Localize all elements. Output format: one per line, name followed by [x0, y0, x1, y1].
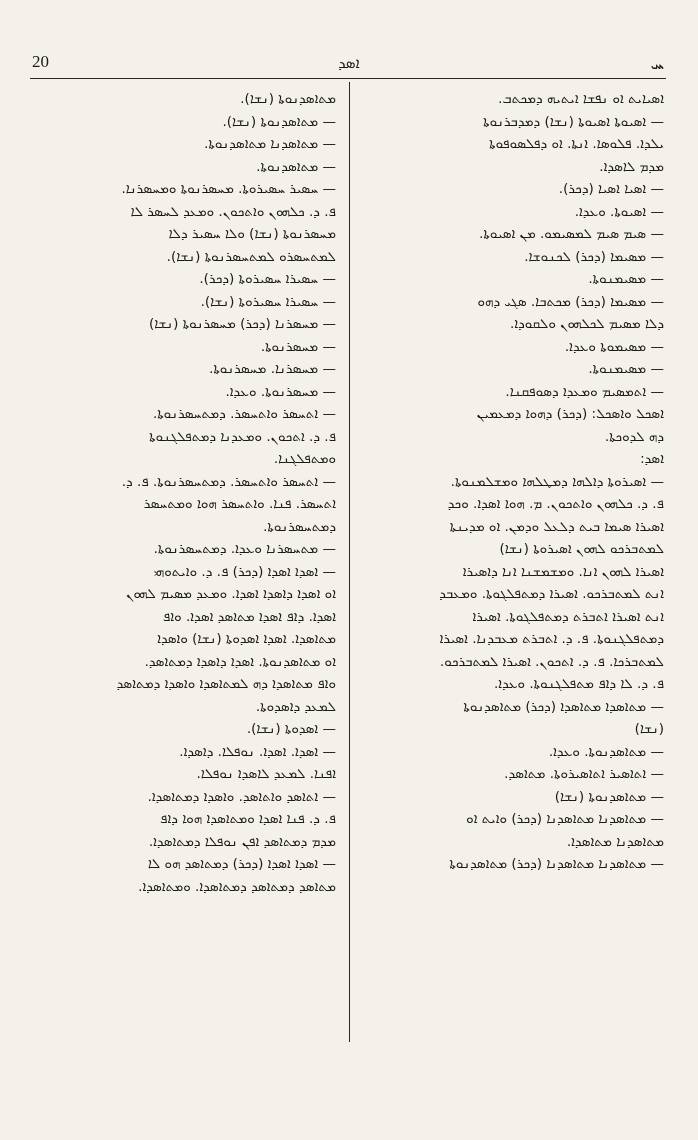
entry-line: ܘܐܦ ܡܬܐܣܕܐ ܕܗ ܠܡܬܐܣܕܐ ܘܐܣܕܐ ܕܡܬܐܣܕ [116, 676, 336, 692]
entry-line: — ܐܣܕܐ. ܐܣܕܐ. ܢܘܦܠܐ. ܕܐܣܕܐ. [179, 743, 336, 760]
entry-line: — ܡܬܐܣܕܢܘܬܐ. ܘܥܕܐ. [548, 743, 664, 760]
entry-line: — ܡܣܝܡܐ (ܕܟܪ) ܠܟܢܘܫܐ. [524, 248, 664, 265]
entry-line: ܦ. ܕ. ܐܬܟܘܢ. ܘܡܥܕܢܐ ܕܡܬܦܠܓܢܘܬܐ [149, 428, 336, 445]
entry-line: — ܡܬܐܣܕܢܘܬܐ (ܢܫܐ) [554, 788, 664, 805]
entry-line: — ܐܣܝܐ ܐܣܝܐ (ܕܟܪ). [558, 181, 664, 197]
entry-line: ܐܣܝܪܐ ܠܗܘܢ ܐܢܐ. ܘܡܫܡܫܢܐ ܐܢܐ ܕܐܣܝܪܐ [462, 563, 664, 580]
entry-line: — ܡܬܐܣܕܐ ܡܬܐܣܕܐ (ܕܟܪ) ܡܬܐܣܕܢܘܬܐ [463, 698, 664, 715]
entry-line: — ܡܬܐܣܕܢܘܬܐ (ܢܫܐ). [222, 113, 336, 130]
entry-line: ܐܣܕܐ. ܕܐܦ ܐܣܕܐ ܡܬܐܣܕ ܐܣܕܐ. ܘܐܦ [162, 608, 336, 625]
entry-line: — ܐܬܐܣܕ ܘܐܬܐܣܕ. ܘܐܣܕܐ ܕܡܬܐܣܕܐ. [147, 788, 336, 805]
entry-line: ܡܚܣܪܢܘܬܐ (ܢܫܐ) ܘܠܐ ܚܣܝܪ ܕܠܐ [168, 226, 336, 242]
entry-line: — ܡܬܐܣܕܢܐ ܡܬܐܣܕܢܘܬܐ. [204, 136, 336, 152]
entry-line: ܐܦܢܐ. ܠܡܥܕ ܠܐܣܕܐ ܢܘܦܠܐ. [196, 766, 336, 782]
entry-line: — ܐܣܕܐ ܐܣܕܐ (ܕܟܪ) ܦ. ܕ. ܘܐܝܬܘܗܝ [153, 563, 336, 580]
entry-line: — ܚܣܝܪܐ ܚܣܝܪܘܬܐ (ܕܟܪ). [199, 271, 336, 287]
entry-line: ܕܠܐ ܡܣܝܡ ܠܟܠܗܘܢ ܘܠܩܘܕܐ. [510, 316, 664, 332]
entry-line: — ܐܣܝܪܘܬܐ ܕܐܠܗܐ ܕܡܛܠܗܐ ܘܡܫܠܡܢܘܬܐ. [450, 473, 664, 490]
entry-line: — ܐܬܚܣܪ ܘܐܬܚܣܪ. ܕܡܬܚܣܪܢܘܬܐ. ܦ. ܕ. [121, 473, 336, 490]
entry-line: ܦ. ܕ. ܠܐ ܕܐܦ ܡܬܦܠܓܢܘܬܐ. ܘܥܕܐ. [494, 676, 664, 692]
entry-line: ܡܬܐܣܕ ܕܡܬܐܣܕ ܕܡܬܐܣܕܐ. ܘܡܬܐܣܕܐ. [138, 878, 336, 895]
entry-line: ܐܣܟܠ ܘܐܣܟܠ: (ܕܟܪ) ܕܗܘܐ ܕܡܥܡܝܢ [476, 406, 664, 422]
entry-line: ܝܠܕܐ. ܦܠܘܣܐ. ܐܢܬܐ. ܐܘ ܕܦܠܣܘܦܘܬܐ [489, 136, 664, 152]
entry-line: ܕܗ ܠܕܘܟܬܐ. [604, 428, 664, 445]
entry-line: ܠܡܬܒܪܟܘ ܠܗܘܢ ܐܣܝܪܘܬܐ (ܢܫܐ) [499, 541, 664, 557]
entry-line: ܦ. ܕ. ܟܠܗܘܢ ܘܐܬܟܘܢ. ܘܡܥܕ ܠܚܣܪ ܠܐ [130, 203, 336, 220]
entry-line: — ܐܣܕܘܬܐ (ܢܫܐ). [246, 721, 336, 737]
entry-line: ܐܘ ܐܣܕܐ ܕܐܣܕܐ ܐܣܕܐ. ܘܡܥܕ ܡܣܝܡ ܠܗܘܢ [126, 586, 336, 602]
entry-line: — ܡܬܐܣܕܢܐ ܡܬܐܣܕܢܐ (ܕܟܪ) ܡܬܐܣܕܢܘܬܐ [449, 856, 664, 872]
entry-line: — ܡܬܐܣܕܢܘܬܐ. [256, 158, 336, 175]
entry-line: ܐܢܬ ܠܡܬܒܪܟܘ. ܐܣܝܪܐ ܕܡܬܦܠܓܘܬܐ. ܘܡܥܒܕ [439, 586, 664, 602]
entry-line: — ܡܬܐܣܕܢܐ ܡܬܐܣܕܢܐ (ܕܟܪ) ܘܐܝܬ ܐܘ [466, 811, 664, 827]
entry-line: ܠܡܬܚܣܪܘ ܠܡܬܚܣܪܢܘܬܐ (ܢܫܐ). [166, 248, 336, 265]
entry-line: (ܢܫܐ) [634, 721, 664, 737]
entry-line: ܕܡܬܦܠܓܢܘܬܐ. ܦ. ܕ. ܐܬܒܪܬ ܡܥܒܕܢܐ. ܐܣܝܪܐ [439, 631, 664, 647]
entry-line: ܠܡܥܕ ܕܐܣܕܘܬܐ. [255, 698, 336, 715]
entry-line: ܦ. ܕ. ܦܢܐ ܐܣܕܐ ܘܡܬܐܣܕܐ ܗܘܐ ܕܐܦ [160, 811, 336, 827]
column-divider [349, 82, 350, 1042]
entry-line: — ܡܬܚܣܪܢܐ ܘܥܕܐ. ܕܡܬܚܣܪܢܘܬܐ. [153, 541, 336, 557]
entry-line: ܡܬܐܣܕܐ. ܐܣܕܐ ܐܣܕܘܬܐ (ܢܫܐ) ܘܐܣܕܐ [157, 631, 336, 647]
entry-line: — ܡܚܣܪܢܘܬܐ. [260, 338, 336, 355]
entry-line: ܐܢܬ ܐܣܝܪܐ ܐܬܒܪܬ ܕܡܬܦܠܓܘܬܐ. ܐܣܝܪܐ [472, 608, 664, 625]
entry-line: — ܣܝܡ ܣܝܡ ܠܡܣܝܡܘ. ܡܢ ܐܣܝܘܬܐ. [479, 226, 664, 242]
entry-line: — ܡܣܝܡܢܘܬܐ. [588, 271, 664, 287]
entry-line: — ܡܚܣܪܢܘܬܐ. ܘܥܕܐ. [225, 383, 336, 400]
entry-line: ܐܘ ܡܬܐܣܕܢܘܬܐ. ܐܣܕܐ ܕܐܣܕܐ ܕܡܬܐܣܕ. [144, 653, 336, 670]
entry-line: — ܡܣܝܡܘܬܐ ܘܥܕܐ. [564, 338, 664, 355]
entry-line: ܡܕܡ ܠܐܣܕܐ. [599, 158, 664, 175]
entry-line: ܐܣܝܪܐ ܣܝܡܐ ܒܝܬ ܕܠܥܠ ܘܕܡܢ. ܐܘ ܡܕܝܢܬܐ [449, 518, 664, 535]
entry-line: ܘܡܬܦܠܓܢܐ. [273, 451, 336, 467]
entry-line: — ܐܬܡܣܝܡ ܘܡܥܕܐ ܕܣܘܦܩܢܐ. [505, 383, 664, 400]
entry-line: ܐܣܝܐܝܬ ܐܘ ܢܦܫܐ ܐܝܬܝܗ ܕܡܟܬܒ. [498, 91, 664, 107]
entry-line: — ܚܣܝܪ ܚܣܝܪܘܬܐ. ܡܚܣܪܢܘܬܐ ܘܡܚܣܪܢܐ. [121, 181, 336, 197]
running-title: ܐܣܕ [338, 54, 360, 72]
entry-line: — ܐܣܝܘܬܐ. ܘܥܕܐ. [574, 203, 664, 220]
entry-line: — ܐܣܝܘܬܐ ܐܣܝܘܬܐ (ܢܫܐ) ܕܡܕܒܪܢܘܬܐ [483, 113, 664, 130]
entry-line: ܡܕܡ ܕܡܬܐܣܕ ܐܦܢ ܢܘܦܠܐ ܕܡܬܐܣܕܐ. [148, 833, 336, 850]
entry-line: — ܡܚܣܪܢܐ (ܕܟܪ) ܡܚܣܪܢܘܬܐ (ܢܫܐ) [148, 316, 336, 332]
entry-line: ܦ. ܕ. ܟܠܗܘܢ ܘܐܬܟܘܢ. ܡ. ܗܘܐ ܐܣܕܐ. ܘܟܕ [447, 496, 664, 512]
entry-line: — ܚܣܝܪܐ ܚܣܝܪܘܬܐ (ܢܫܐ). [200, 293, 336, 310]
right-column [362, 88, 664, 876]
page-number: 20 [32, 52, 49, 71]
entry-line: — ܡܣܝܡܐ (ܕܟܪ) ܡܟܬܒܐ. ܣܓܝ ܕܗܘ [477, 293, 664, 310]
left-column [34, 88, 336, 898]
entry-line: ܠܡܬܒܪܟܐ. ܦ. ܕ. ܐܬܟܘܢ. ܐܣܝܪܐ ܠܡܬܒܪܟܘ. [439, 653, 664, 670]
entry-line: — ܐܬܚܣܪ ܘܐܬܚܣܪ. ܕܡܬܚܣܪܢܘܬܐ. [152, 406, 336, 422]
entry-line: ܡܬܐܣܕܢܐ ܡܬܐܣܕܐ. [566, 833, 664, 850]
entry-line: ܡܬܐܣܕܢܘܬܐ (ܢܫܐ). [240, 91, 336, 107]
section-number: ܚ [650, 54, 664, 73]
entry-line: ܐܣܕ: [640, 451, 664, 467]
header-rule [30, 78, 666, 79]
entry-line: — ܡܚܣܪܢܐ. ܡܚܣܪܢܘܬܐ. [209, 361, 336, 377]
entry-line: ܐܬܚܣܪ. ܦܢܐ. ܘܐܬܚܣܪ ܗܘܐ ܘܡܬܚܣܪ [143, 496, 336, 512]
entry-line: ܕܡܬܚܣܪܢܘܬܐ. [263, 518, 336, 535]
entry-line: — ܡܣܝܡܢܘܬܐ. [588, 361, 664, 377]
entry-line: — ܐܬܐܣܝܪ ܐܬܐܣܝܪܘܬܐ. ܡܬܐܣܕ. [504, 766, 664, 782]
entry-line: — ܐܣܕܐ ܐܣܕܐ (ܕܟܪ) ܕܡܬܐܣܕ ܗܘ ܠܐ [147, 856, 336, 872]
